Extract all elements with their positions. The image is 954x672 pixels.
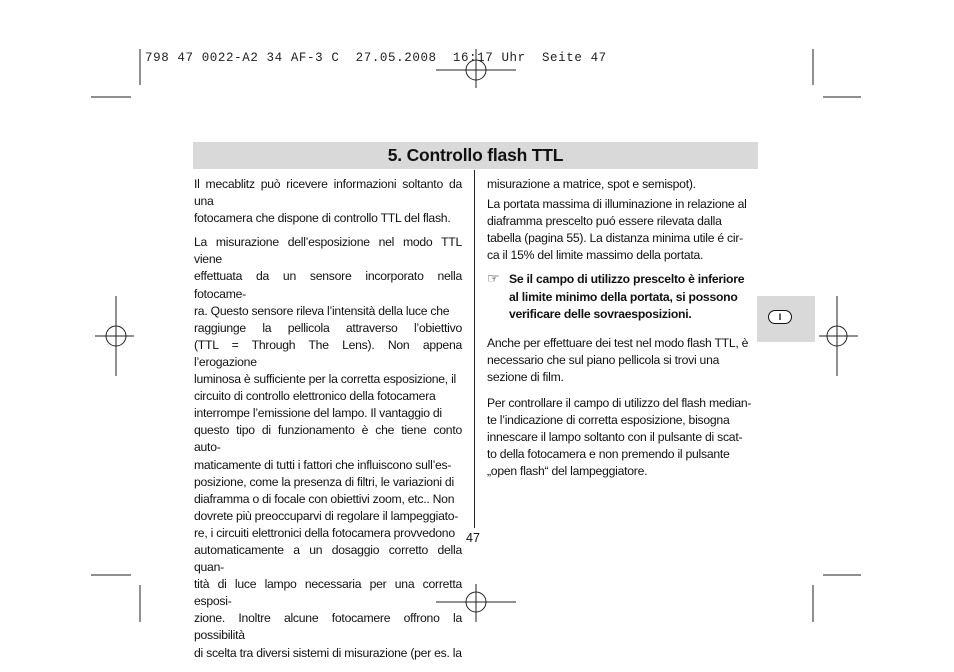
paragraph: [487, 176, 755, 193]
text-line: diaframma o di focale con obiettivi zoom, etc.. Non: [194, 491, 455, 506]
text-line: La misurazione dell’esposizione nel modo TTL viene: [194, 235, 462, 267]
paragraph: [487, 395, 755, 480]
text-line: Il mecablitz può ricevere informazioni soltanto da una: [194, 177, 462, 209]
text-line: „open flash“ del lampeggiatore.: [487, 464, 648, 479]
text-line: tabella (pagina 55). La distanza minima utile é cir-: [487, 231, 743, 246]
section-title-bar: [193, 142, 758, 169]
pointing-hand-icon: ☞: [487, 270, 500, 287]
text-line: necessario che sul piano pellicola si trovi una: [487, 352, 720, 367]
paragraph: [194, 234, 462, 661]
text-line: automaticamente a un dosaggio corretto della quan-: [194, 542, 462, 575]
text-line: fotocamera che dispone di controllo TTL del flash.: [194, 211, 451, 226]
warning-note: [487, 271, 755, 322]
paragraph: [487, 335, 755, 386]
text-line: luminosa è sufficiente per la corretta esposizione, il: [194, 372, 456, 387]
text-line: Se il campo di utilizzo prescelto è inferiore: [509, 272, 745, 287]
text-line: sezione di film.: [487, 369, 564, 384]
right-column: [487, 176, 755, 481]
text-line: posizione, come la presenza di filtri, le variazioni di: [194, 474, 454, 489]
column-divider: [474, 170, 475, 528]
text-line: tità di luce lampo necessaria per una corretta esposi-: [194, 577, 462, 609]
text-line: effettuata da un sensore incorporato nella fotocame-: [194, 269, 462, 301]
text-line: diaframma prescelto puó essere rilevata dalla: [487, 214, 722, 229]
text-line: innescare il lampo soltanto con il pulsante di scat-: [487, 430, 743, 445]
text-line: questo tipo di funzionamento è che tiene conto auto-: [194, 423, 462, 455]
section-title: 5. Controllo flash TTL: [387, 145, 564, 165]
text-line: Anche per effettuare dei test nel modo flash TTL, è: [487, 335, 749, 350]
text-line: ra. Questo sensore rileva l’intensità della luce che: [194, 303, 450, 318]
text-line: al limite minimo della portata, si possono: [509, 289, 738, 304]
language-badge: I: [768, 310, 792, 324]
text-line: circuito di controllo elettronico della fotocamera: [194, 389, 436, 404]
print-header: 798 47 0022-A2 34 AF-3 C 27.05.2008 16:17 Uhr Seite 47: [145, 51, 607, 65]
text-line: re, i circuiti elettronici della fotocamera provvedono: [194, 525, 455, 540]
text-line: di scelta tra diversi sistemi di misurazione (per es. la: [194, 645, 462, 660]
text-line: dovrete più preoccuparvi di regolare il lampeggiato-: [194, 508, 459, 523]
text-line: verificare delle sovraesposizioni.: [509, 306, 692, 321]
text-line: ca il 15% del limite massimo della portata.: [487, 248, 704, 263]
text-line: maticamente di tutti i fattori che influiscono sull’es-: [194, 457, 452, 472]
paragraph: [194, 176, 462, 227]
text-line: Per controllare il campo di utilizzo del flash median-: [487, 396, 752, 411]
text-line: interrompe l’emissione del lampo. Il vantaggio di: [194, 406, 442, 421]
page-number: 47: [466, 531, 480, 545]
text-line: La portata massima di illuminazione in relazione al: [487, 197, 747, 212]
left-column: [194, 176, 462, 662]
text-line: raggiunge la pellicola attraverso l’obiettivo: [194, 320, 462, 335]
text-line: te l’indicazione di corretta esposizione, bisogna: [487, 413, 730, 428]
text-line: to della fotocamera e non premendo il pulsante: [487, 447, 730, 462]
text-line: zione. Inoltre alcune fotocamere offrono la possibilità: [194, 611, 462, 643]
text-line: misurazione a matrice, spot e semispot).: [487, 177, 696, 191]
paragraph: [487, 196, 755, 264]
language-tab: [757, 296, 815, 342]
text-line: (TTL = Through The Lens). Non appena l’erogazione: [194, 337, 462, 369]
